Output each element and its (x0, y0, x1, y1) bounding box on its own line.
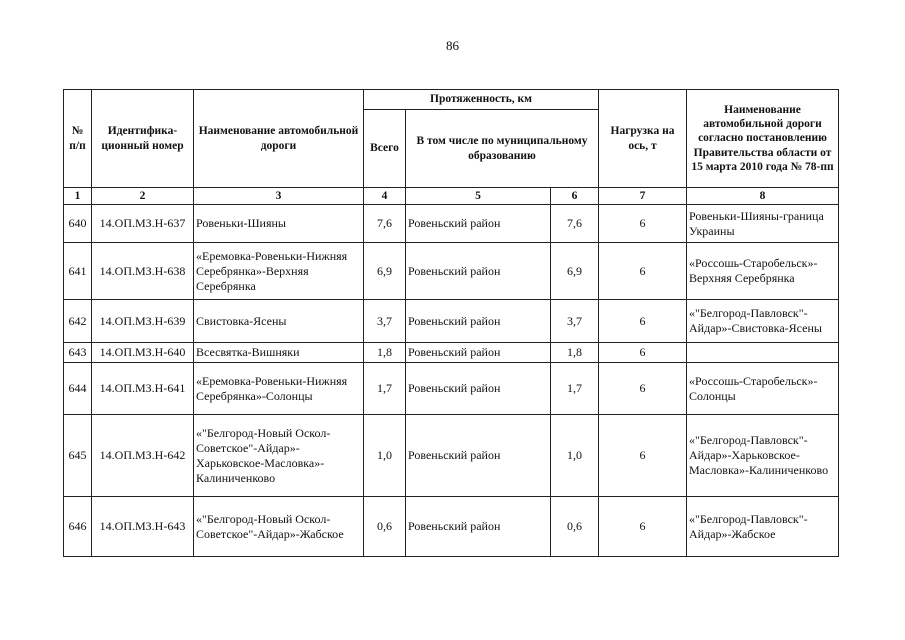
cell-name: Всесвятка-Вишняки (194, 343, 364, 363)
cell-no: 643 (64, 343, 92, 363)
col-number: 6 (551, 188, 599, 205)
col-number: 3 (194, 188, 364, 205)
header-load: Нагрузка на ось, т (599, 90, 687, 188)
cell-load: 6 (599, 343, 687, 363)
header-gov-name: Наименование автомобильной дороги согласно постановлению Правительства области от 15 марта 2010 года № 78-пп (687, 90, 839, 188)
cell-district-len: 7,6 (551, 205, 599, 243)
cell-id: 14.ОП.МЗ.Н-637 (92, 205, 194, 243)
cell-load: 6 (599, 205, 687, 243)
cell-name: «Еремовка-Ровеньки-Нижняя Серебрянка»-Верхняя Серебрянка (194, 243, 364, 300)
header-id: Идентифика-ционный номер (92, 90, 194, 188)
header-name: Наименование автомобильной дороги (194, 90, 364, 188)
cell-gov-name: «"Белгород-Павловск"-Айдар»-Харьковское-Масловка»-Калиниченково (687, 415, 839, 497)
cell-district-len: 1,0 (551, 415, 599, 497)
col-number: 2 (92, 188, 194, 205)
cell-district: Ровеньский район (406, 343, 551, 363)
cell-district: Ровеньский район (406, 497, 551, 557)
cell-id: 14.ОП.МЗ.Н-640 (92, 343, 194, 363)
cell-total: 7,6 (364, 205, 406, 243)
col-number: 7 (599, 188, 687, 205)
col-number: 4 (364, 188, 406, 205)
cell-total: 6,9 (364, 243, 406, 300)
cell-gov-name (687, 343, 839, 363)
col-number: 8 (687, 188, 839, 205)
cell-district-len: 3,7 (551, 300, 599, 343)
header-num: № п/п (64, 90, 92, 188)
cell-id: 14.ОП.МЗ.Н-638 (92, 243, 194, 300)
cell-no: 645 (64, 415, 92, 497)
cell-gov-name: «Россошь-Старобельск»-Верхняя Серебрянка (687, 243, 839, 300)
cell-total: 1,7 (364, 363, 406, 415)
cell-name: «"Белгород-Новый Оскол-Советское"-Айдар»-Харьковское-Масловка»-Калиниченково (194, 415, 364, 497)
cell-load: 6 (599, 415, 687, 497)
cell-name: «Еремовка-Ровеньки-Нижняя Серебрянка»-Солонцы (194, 363, 364, 415)
cell-district: Ровеньский район (406, 363, 551, 415)
cell-district: Ровеньский район (406, 300, 551, 343)
cell-total: 0,6 (364, 497, 406, 557)
cell-load: 6 (599, 300, 687, 343)
col-number: 1 (64, 188, 92, 205)
cell-gov-name: «"Белгород-Павловск"-Айдар»-Жабское (687, 497, 839, 557)
cell-id: 14.ОП.МЗ.Н-643 (92, 497, 194, 557)
cell-district: Ровеньский район (406, 415, 551, 497)
cell-district-len: 1,7 (551, 363, 599, 415)
cell-district-len: 1,8 (551, 343, 599, 363)
page-number: 86 (446, 38, 459, 53)
col-number: 5 (406, 188, 551, 205)
cell-gov-name: «Россошь-Старобельск»-Солонцы (687, 363, 839, 415)
cell-district-len: 6,9 (551, 243, 599, 300)
roads-table (63, 89, 839, 557)
cell-load: 6 (599, 363, 687, 415)
table-row (64, 205, 839, 243)
cell-gov-name: «"Белгород-Павловск"-Айдар»-Свистовка-Ясены (687, 300, 839, 343)
table-row (64, 497, 839, 557)
table-row (64, 415, 839, 497)
table-row (64, 300, 839, 343)
cell-no: 640 (64, 205, 92, 243)
header-length-group: Протяженность, км (364, 90, 599, 110)
cell-no: 646 (64, 497, 92, 557)
header-total: Всего (364, 110, 406, 188)
cell-id: 14.ОП.МЗ.Н-641 (92, 363, 194, 415)
cell-id: 14.ОП.МЗ.Н-639 (92, 300, 194, 343)
table-row (64, 243, 839, 300)
cell-name: «"Белгород-Новый Оскол-Советское"-Айдар»-Жабское (194, 497, 364, 557)
cell-total: 1,0 (364, 415, 406, 497)
cell-name: Свистовка-Ясены (194, 300, 364, 343)
cell-load: 6 (599, 243, 687, 300)
cell-id: 14.ОП.МЗ.Н-642 (92, 415, 194, 497)
cell-total: 3,7 (364, 300, 406, 343)
table-row (64, 363, 839, 415)
cell-total: 1,8 (364, 343, 406, 363)
cell-gov-name: Ровеньки-Шияны-граница Украины (687, 205, 839, 243)
cell-no: 641 (64, 243, 92, 300)
cell-district: Ровеньский район (406, 205, 551, 243)
cell-no: 644 (64, 363, 92, 415)
table-row (64, 343, 839, 363)
header-incl: В том числе по муниципальному образованию (406, 110, 599, 188)
cell-name: Ровеньки-Шияны (194, 205, 364, 243)
cell-load: 6 (599, 497, 687, 557)
cell-district: Ровеньский район (406, 243, 551, 300)
cell-no: 642 (64, 300, 92, 343)
cell-district-len: 0,6 (551, 497, 599, 557)
